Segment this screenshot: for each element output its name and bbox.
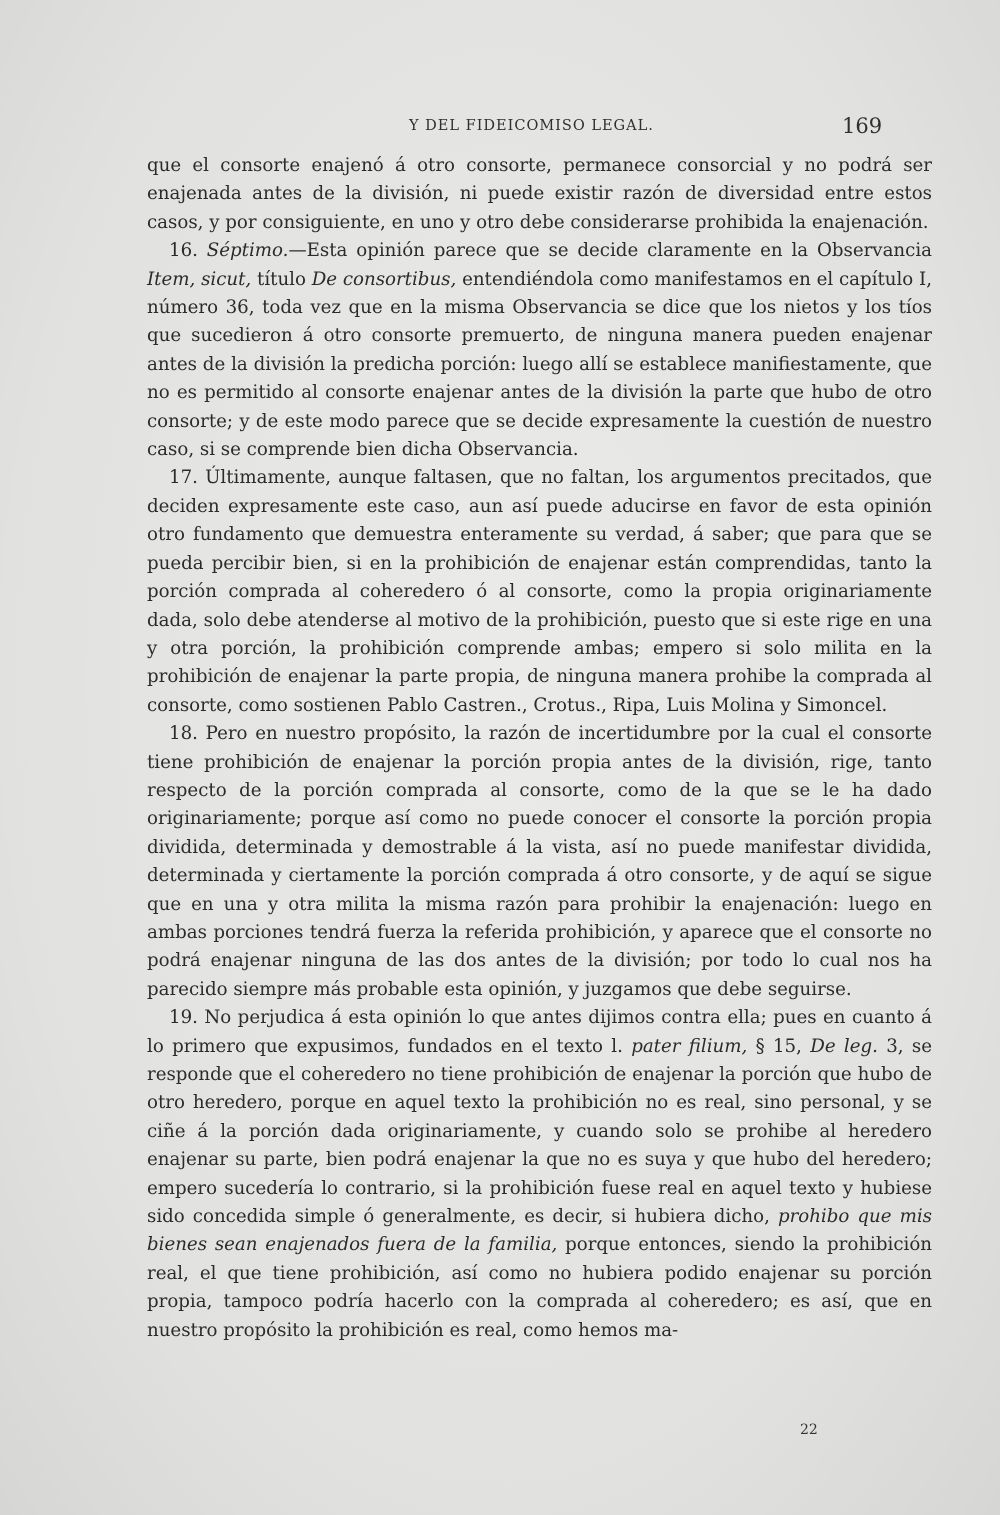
- paragraph-number: 17.: [169, 467, 206, 489]
- text-run: porque entonces, siendo la prohibición real, el que tiene prohibición, así como no hubiera podido enajenar su porción propia, tampoco podría hacerlo con la comprada al coheredero; es así, que en nuestro propósito la prohibición es real, como hemos ma-: [147, 1234, 932, 1341]
- text-run: Item, sicut,: [147, 268, 252, 290]
- signature-mark: 22: [800, 1422, 818, 1438]
- running-head: Y DEL FIDEICOMISO LEGAL.: [409, 118, 654, 134]
- text-run: No perjudica á esta opinión lo que antes dijimos contra ella; pues en cuanto á lo primero que expusimos, fundados en el texto l.: [147, 1007, 932, 1057]
- text-run: prohibo que mis bienes sean enajenados fuera de la familia,: [147, 1206, 932, 1256]
- page-number: 169: [842, 114, 883, 138]
- paragraph-17: [147, 464, 932, 720]
- paragraph-16: [147, 237, 932, 464]
- paragraph-number: 18.: [169, 723, 206, 745]
- paragraph-number: 19.: [169, 1007, 205, 1029]
- paragraph-18: [147, 720, 932, 1004]
- text-run: entendiéndola como manifestamos en el capítulo I, número 36, toda vez que en la misma Observancia se dice que los nietos y los tíos que sucedieron á otro consorte premuerto, de ninguna manera pueden enajenar antes de la división la predicha porción: luego allí se establece manifiestamente, que no es permitido al consorte enajenar antes de la división la parte que hubo de otro consorte; y de este modo parece que se decide expresamente la cuestión de nuestro caso, si se comprende bien dicha Observancia.: [147, 268, 932, 461]
- paragraph-19: [147, 1004, 932, 1345]
- body-text: [147, 152, 932, 1345]
- text-run: —Esta opinión parece que se decide claramente en la Observancia: [288, 240, 932, 262]
- text-run: pater filium,: [631, 1035, 748, 1057]
- text-run: Séptimo.: [206, 240, 289, 262]
- text-run: que el consorte enajenó á otro consorte, permanece consorcial y no podrá ser enajenada antes de la división, ni puede existir razón de diversidad entre estos casos, y por consiguiente, en uno y otro debe considerarse prohibida la enajenación.: [147, 155, 932, 233]
- text-run: Pero en nuestro propósito, la razón de incertidumbre por la cual el consorte tiene prohibición de enajenar la porción propia antes de la división, rige, tanto respecto de la porción comprada al consorte, como de la que se le ha dado originariamente; porque así como no puede conocer el consorte la porción propia dividida, determinada y demostrable á la vista, así no puede manifestar dividida, determinada y ciertamente la porción comprada á otro consorte, y de aquí se sigue que en una y otra milita la misma razón para prohibir la enajenación: luego en ambas porciones tendrá fuerza la referida prohibición, y aparece que el consorte no podrá enajenar ninguna de las dos antes de la división; por todo lo cual nos ha parecido siempre más probable esta opinión, y juzgamos que debe seguirse.: [147, 723, 932, 1000]
- paragraph-15-continued: [147, 152, 932, 237]
- text-run: De leg.: [810, 1035, 878, 1057]
- text-run: § 15,: [747, 1035, 811, 1057]
- text-run: título: [251, 268, 312, 290]
- paragraph-number: 16.: [169, 240, 207, 262]
- text-run: 3, se responde que el coheredero no tiene prohibición de enajenar la porción que hubo de otro heredero, porque en aquel texto la prohibición no es real, sino personal, y se ciñe á la porción dada originariamente, y cuando solo se prohibe al heredero enajenar su parte, bien podrá enajenar la que no es suya y que hubo del heredero; empero sucedería lo contrario, si la prohibición fuese real en aquel texto y hubiese sido concedida simple ó generalmente, es decir, si hubiera dicho,: [147, 1035, 932, 1228]
- text-run: Últimamente, aunque faltasen, que no faltan, los argumentos precitados, que deciden expresamente este caso, aun así puede aducirse en favor de esta opinión otro fundamento que demuestra enteramente su verdad, á saber; que para que se pueda percibir bien, si en la prohibición de enajenar están comprendidas, tanto la porción comprada al coheredero ó al consorte, como la propia originariamente dada, solo debe atenderse al motivo de la prohibición, puesto que si este rige en una y otra porción, la prohibición comprende ambas; empero si solo milita en la prohibición de enajenar la parte propia, de ninguna manera prohibe la comprada al consorte, como sostienen Pablo Castren., Crotus., Ripa, Luis Molina y Simoncel.: [147, 467, 933, 716]
- text-run: De consortibus,: [311, 268, 457, 290]
